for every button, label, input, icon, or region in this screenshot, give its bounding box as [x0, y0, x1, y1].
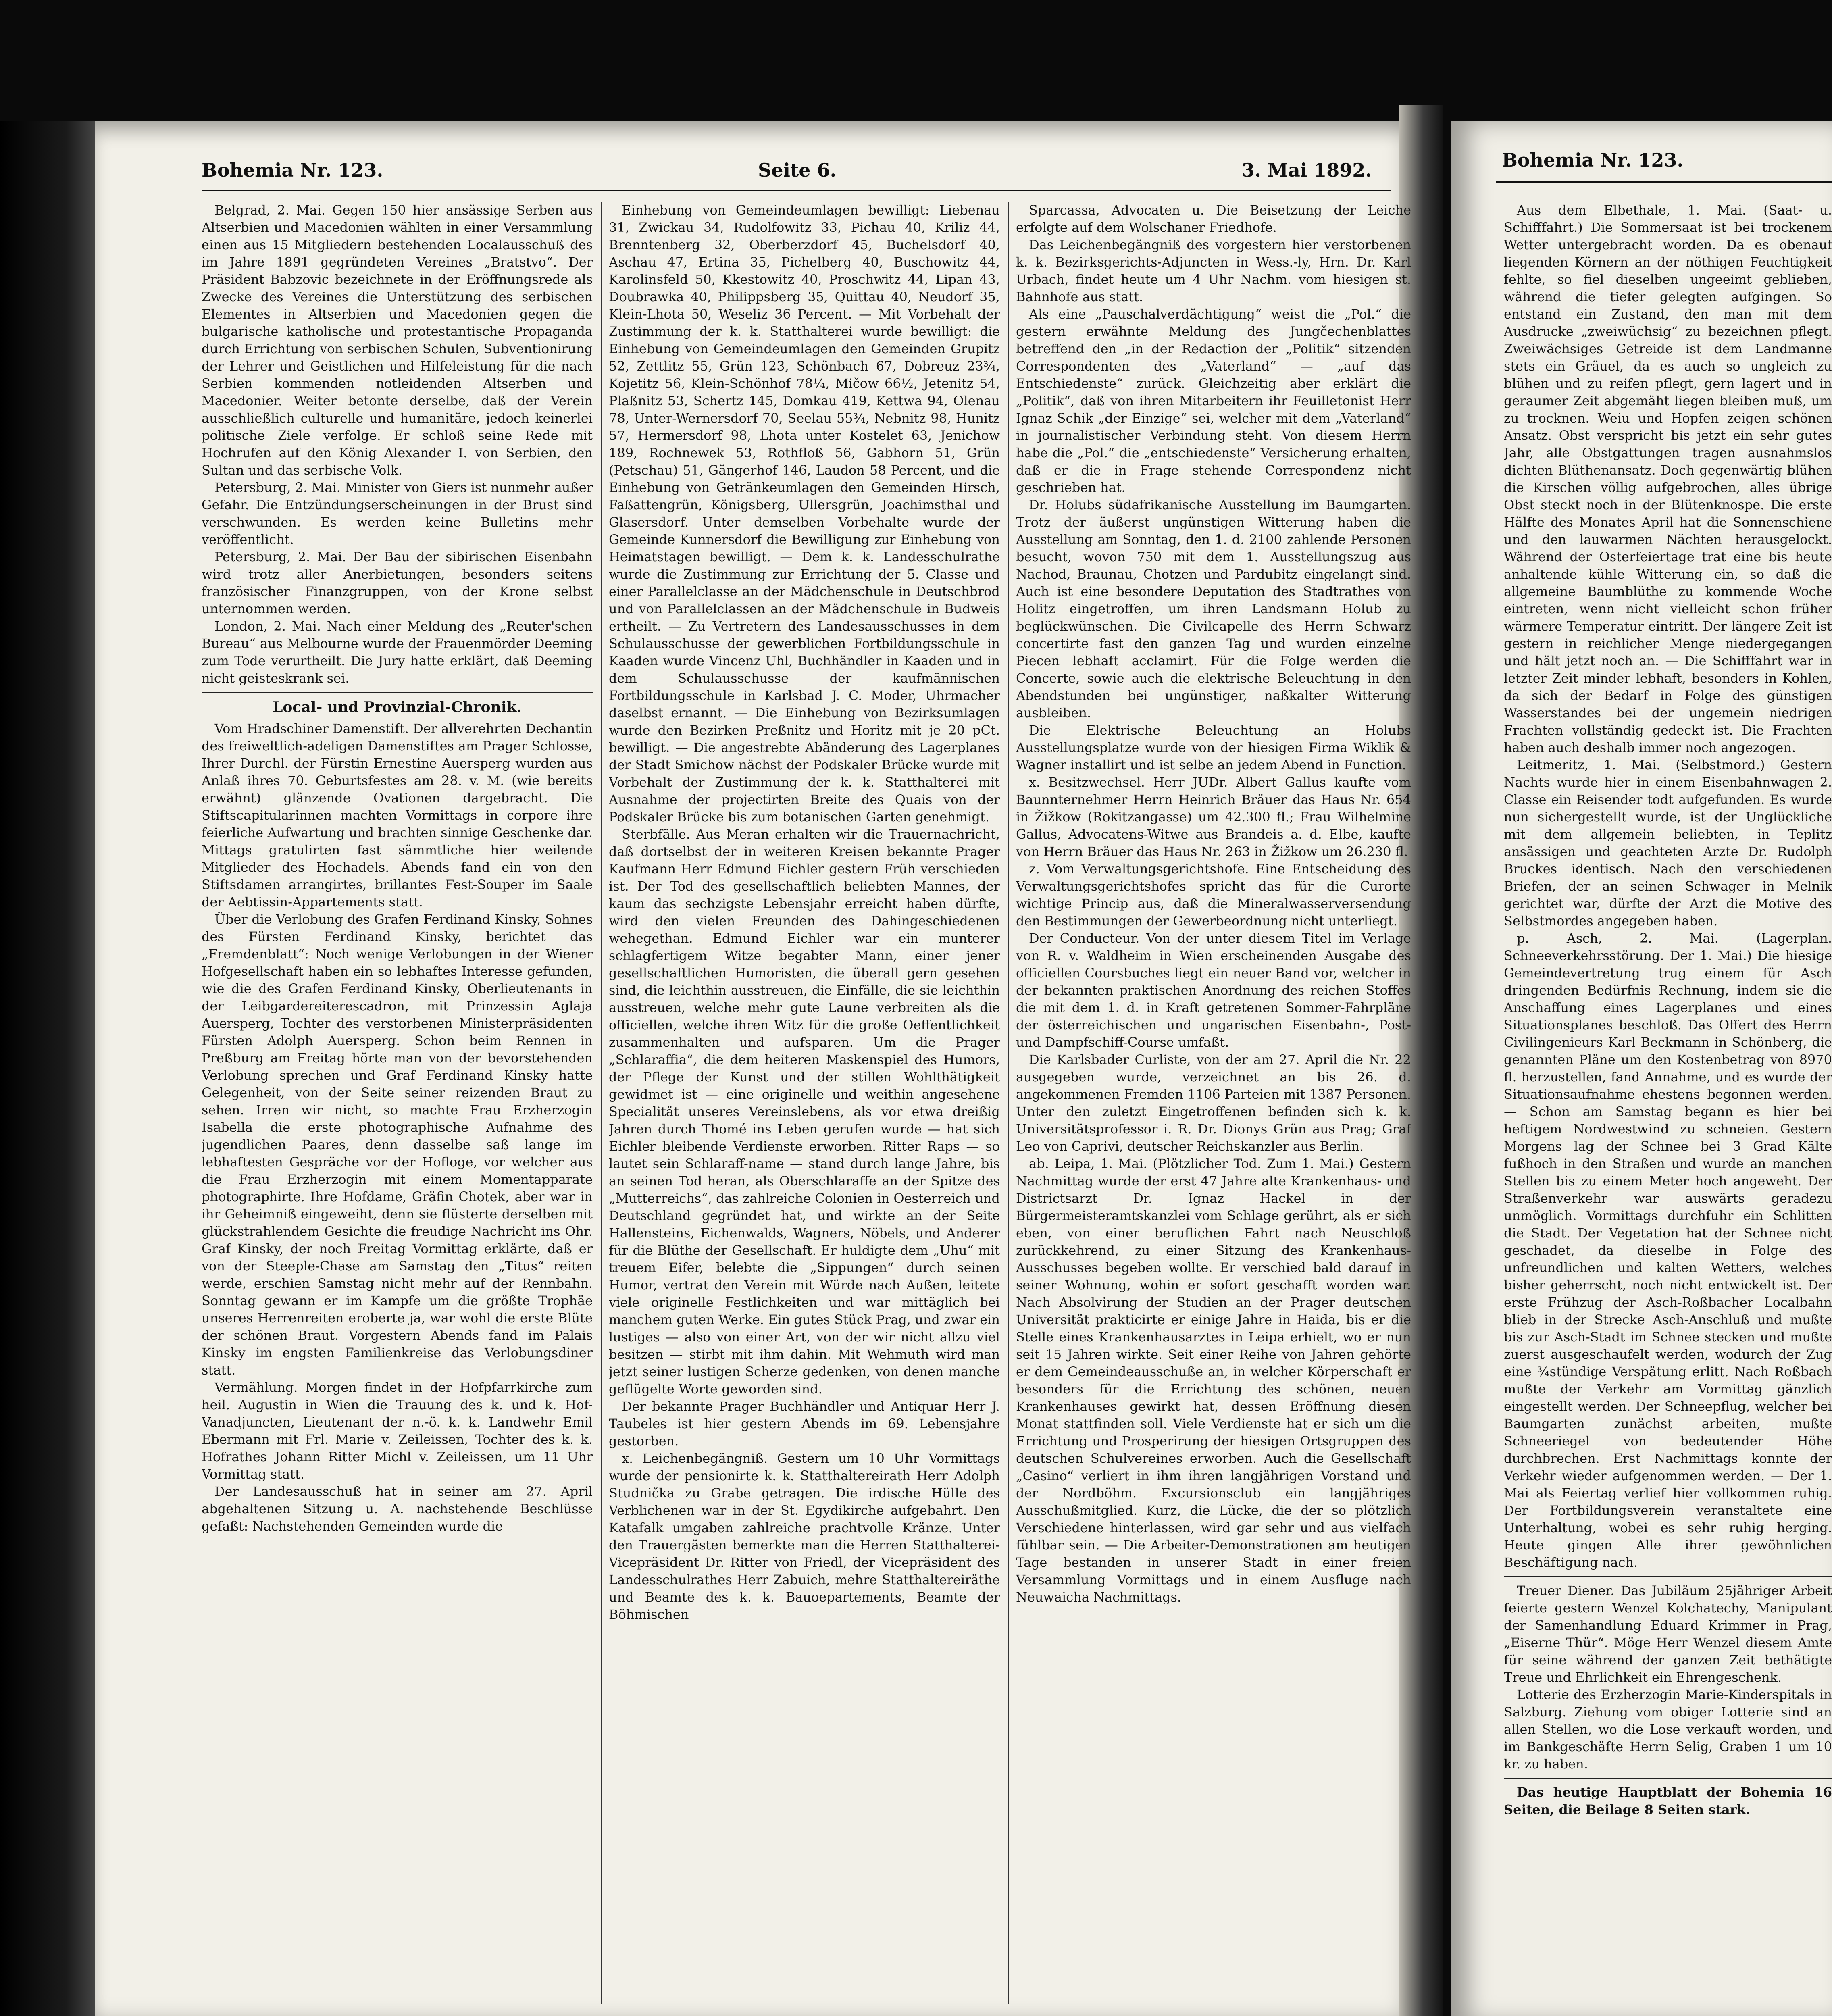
column-rule-2: [1008, 202, 1009, 2004]
article-damenstift: Vom Hradschiner Damenstift. Der allverehrten Dechantin des freiweltlich-adeligen Damenstiftes am Prager Schlosse, Ihrer Durchl. der Fürstin Ernestine Auersperg wurden aus Anlaß ihres 70. Geburtsfestes am 28. v. M. (wie bereits erwähnt) glänzende Ovationen dargebracht. Die Stiftscapitularinnen machten Vormittags in corpore ihre feierliche Aufwartung und brachten sinnige Geschenke dar. Mittags gratulirten fast sämmtliche hier weilende Mitglieder des Hochadels. Abends fand ein von den Stiftsdamen arrangirtes, brillantes Fest-Souper im Saale der Aebtissin-Appartements statt.: [202, 721, 593, 910]
footer-note: Das heutige Hauptblatt der Bohemia 16 Seiten, die Beilage 8 Seiten stark.: [1504, 1785, 1832, 1817]
article-taubeles: Der bekannte Prager Buchhändler und Antiquar Herr J. Taubeles ist hier gestern Abends im 69. Lebensjahre gestorben.: [609, 1399, 1000, 1449]
header-page-number: Seite 6.: [758, 159, 837, 181]
right-column: [1504, 202, 1832, 2008]
article-lotterie: Lotterie des Erzherzogin Marie-Kinderspitals in Salzburg. Ziehung vom obiger Lotterie sind an allen Stellen, wo die Lose verkauft worden, und im Bankgeschäfte Herrn Selig, Graben 1 um 10 kr. zu haben.: [1504, 1687, 1832, 1772]
article-asch: p. Asch, 2. Mai. (Lagerplan. Schneeverkehrsstörung. Der 1. Mai.) Die hiesige Gemeindevertretung trug einem für Asch dringenden Bedürfnis Rechnung, indem sie die Anschaffung eines Lagerplanes und eines Situationsplanes beschloß. Das Offert des Herrn Civilingenieurs Karl Beckmann in Schönberg, die genannten Pläne um den Kostenbetrag von 8970 fl. herzustellen, fand Annahme, und es wurde der Situationsaufnahme ehestens begonnen werden. — Schon am Samstag begann es hier bei heftigem Nordwestwind zu schneien. Gestern Morgens lag der Schnee bei 3 Grad Kälte fußhoch in den Straßen und wurde an manchen Stellen bis zu einem Meter hoch angeweht. Der Straßenverkehr war auswärts geradezu unmöglich. Vormittags durchfuhr ein Schlitten die Stadt. Der Vegetation hat der Schnee nicht geschadet, da dieselbe in Folge des unfreundlichen und kalten Wetters, welches bisher geherrscht, noch nicht entwickelt ist. Der erste Frühzug der Asch-Roßbacher Localbahn blieb in der Strecke Asch-Anschluß und mußte bis zur Asch-Stadt im Schnee stecken und mußte zuerst ausgeschaufelt werden, wodurch der Zug eine ¾stündige Verspätung erlitt. Nach Roßbach mußte der Verkehr am Vormittag gänzlich eingestellt werden. Der Schneepflug, welcher bei Baumgarten zunächst arbeiten, mußte Schneeriegel von bedeutender Höhe durchbrechen. Erst Nachmittags konnte der Verkehr wieder aufgenommen werden. — Der 1. Mai als Feiertag verlief hier vollkommen ruhig. Der Fortbildungsverein veranstaltete eine Unterhaltung, wobei es sehr ruhig herging. Heute gingen Alle ihrer gewöhnlichen Beschäftigung nach.: [1504, 931, 1832, 1570]
right-section-rule: [1504, 1576, 1832, 1577]
article-leichenbegaengnis-urbach: Das Leichenbegängniß des vorgestern hier verstorbenen k. k. Bezirksgerichts-Adjuncten in Wess.-ly, Hrn. Dr. Karl Urbach, findet heute um 4 Uhr Nachm. vom hiesigen st. Bahnhofe aus statt.: [1016, 237, 1411, 304]
article-leichenbegaengnis-studnicka: x. Leichenbegängniß. Gestern um 10 Uhr Vormittags wurde der pensionirte k. k. Statthaltereirath Herr Adolph Studnička zu Grabe getragen. Die irdische Hülle des Verblichenen war in der St. Egydikirche aufgebahrt. Den Katafalk umgaben zahlreiche prachtvolle Kränze. Unter den Trauergästen bemerkte man die Herren Statthalterei-Vicepräsident Dr. Ritter von Friedl, der Vicepräsident des Landesschulrathes Herr Zabuich, mehre Statthaltereiräthe und Beamte des k. k. Bauoepartements, Beamte der Böhmischen: [609, 1451, 1000, 1622]
article-leitmeritz: Leitmeritz, 1. Mai. (Selbstmord.) Gestern Nachts wurde hier in einem Eisenbahnwagen 2. Classe ein Reisender todt aufgefunden. Es wurde nun sichergestellt wurde, ist der Unglückliche mit dem allgemein beliebten, in Teplitz ansässigen und geachteten Arzte Dr. Rudolph Bruckes identisch. Nach den verschiedenen Briefen, der an seinen Schwager in Melnik gerichtet war, dürfte der Arzt die Motive des Selbstmordes angegeben haben.: [1504, 757, 1832, 929]
article-holub-ausstellung: Dr. Holubs südafrikanische Ausstellung im Baumgarten. Trotz der äußerst ungünstigen Witterung haben die Ausstellung am Sonntag, den 1. d. 2100 zahlende Personen besucht, wovon 750 mit dem 1. Ausstellungszug aus Nachod, Braunau, Chotzen und Pardubitz eingelangt sind. Auch ist eine besondere Deputation des Stadtrathes von Holitz eingetroffen, um ihren Landsmann Holub zu beglückwünschen. Die Civilcapelle des Herrn Schwarz concertirte fast den ganzen Tag und wurden einzelne Piecen lebhaft acclamirt. Für die Folge werden die Concerte, sowie auch die elektrische Beleuchtung in den Abendstunden bei ungünstiger, naßkalter Witterung ausbleiben.: [1016, 497, 1411, 721]
section-rule: [202, 692, 593, 693]
article-london: London, 2. Mai. Nach einer Meldung des „Reuter'schen Bureau“ aus Melbourne wurde der Frauenmörder Deeming zum Tode verurtheilt. Die Jury hatte erklärt, daß Deeming nicht geisteskrank sei.: [202, 619, 593, 686]
article-gemeindeumlagen: Einhebung von Gemeindeumlagen bewilligt: Liebenau 31, Zwickau 34, Rudolfowitz 33, Pichau 40, Kriliz 44, Brenntenberg 32, Oberberzdorf 45, Buchelsdorf 40, Aschau 47, Ertina 35, Pichelberg 40, Buschowitz 44, Karolinsfeld 50, Kkestowitz 40, Proschwitz 44, Lipan 43, Doubrawka 40, Philippsberg 35, Quittau 40, Neudorf 35, Klein-Lhota 50, Weseliz 36 Percent. — Mit Vorbehalt der Zustimmung der k. k. Statthalterei wurde bewilligt: die Einhebung von Gemeindeumlagen den Gemeinden Grupitz 52, Zettlitz 55, Grün 123, Schönbach 67, Dobreuz 23¾, Kojetitz 56, Klein-Schönhof 78¼, Mičow 66½, Jetenitz 54, Plaßnitz 53, Schertz 145, Domkau 419, Kettwa 94, Olenau 78, Unter-Wernersdorf 70, Seelau 55¾, Nebnitz 98, Hunitz 57, Hermersdorf 98, Lhota unter Kostelet 63, Jenichow 189, Rochnewek 53, Rothfloß 56, Gabhorn 51, Grün (Petschau) 51, Gängerhof 146, Laudon 58 Percent, und die Einhebung von Getränkeumlagen den Gemeinden Hirsch, Faßattengrün, Königsberg, Ullersgrün, Joachimsthal und Glasersdorf. Unter demselben Vorbehalte wurde der Gemeinde Kunnersdorf die Bewilligung zur Einhebung von Heimatstagen bewilligt. — Dem k. k. Landesschulrathe wurde die Zustimmung zur Errichtung der 5. Classe und einer Parallelclasse an der Mädchenschule in Deutschbrod und von Parallelclassen an der Mädchenschule in Budweis ertheilt. — Zu Vertretern des Landesausschusses in dem Schulausschusse der gewerblichen Fortbildungsschule in Kaaden wurde Vincenz Uhl, Buchhändler in Kaaden und in dem Schulausschusse der kaufmännischen Fortbildungsschule in Karlsbad J. C. Moder, Uhrmacher daselbst ernannt. — Die Einhebung von Bezirksumlagen wurde den Bezirken Preßnitz und Horitz mit je 20 pCt. bewilligt. — Die angestrebte Abänderung des Lagerplanes der Stadt Smichow nächst der Podskaler Brücke wurde mit Vorbehalt der Zustimmung der k. k. Statthalterei mit Ausnahme der projectirten Breite des Quais von der Podskaler Brücke bis zum botanischen Garten genehmigt.: [609, 202, 1000, 825]
header-date: 3. Mai 1892.: [1242, 159, 1372, 181]
article-petersburg-giers: Petersburg, 2. Mai. Minister von Giers ist nunmehr außer Gefahr. Die Entzündungserscheinungen in der Brust sind verschwunden. Es werden keine Bulletins mehr veröffentlicht.: [202, 480, 593, 547]
article-landesausschuss: Der Landesausschuß hat in seiner am 27. April abgehaltenen Sitzung u. A. nachstehende Beschlüsse gefaßt: Nachstehenden Gemeinden wurde die: [202, 1484, 593, 1534]
article-sterbfaelle: Sterbfälle. Aus Meran erhalten wir die Trauernachricht, daß dortselbst der in weiteren Kreisen bekannte Prager Kaufmann Herr Edmund Eichler gestern Früh verschieden ist. Der Tod des gesellschaftlich beliebten Mannes, der kaum das sechzigste Lebensjahr erreicht haben dürfte, wird den vielen Freunden des Dahingeschiedenen wehegethan. Edmund Eichler war ein munterer schlagfertigem Witze begabter Mann, einer jener gesellschaftlichen Humoristen, die überall gern gesehen sind, die leichthin ausstreuen, die Einfälle, die sie leichthin ausstreuen, welche mehr gute Laune verbreiten als die officiellen, welche ihren Witz für die große Oeffentlichkeit zusammenhalten und aufsparen. Um die Prager „Schlaraffia“, die dem heiteren Maskenspiel des Humors, der Pflege der Kunst und der stillen Wohlthätigkeit gewidmet ist — eine originelle und weithin angesehene Specialität unseres Vereinslebens, als vor etwa dreißig Jahren durch Thomé ins Leben gerufen wurde — hat sich Eichler bleibende Verdienste erworben. Ritter Raps — so lautet sein Schlaraff-name — stand durch lange Jahre, bis an seinen Tod heran, als Oberschlaraffe an der Spitze des „Mutterreichs“, das zahlreiche Colonien in Oesterreich und Deutschland gegründet hat, und wirkte an der Seite Hallensteins, Eichenwalds, Wagners, Nöbels, und Anderer für die Blüthe der Gesellschaft. Er huldigte dem „Uhu“ mit treuem Eifer, belebte die „Sippungen“ durch seinen Humor, vertrat den Verein mit Würde nach Außen, leitete viele originelle Festlichkeiten und war mittäglich bei manchem guten Werke. Ein gutes Stück Prag, und zwar ein lustiges — also von einer Art, von der wir nicht allzu viel besitzen — stirbt mit ihm dahin. Mit Wehmuth wird man jetzt seiner lustigen Scherze gedenken, von denen manche geflügelte Worte geworden sind.: [609, 827, 1000, 1397]
header-masthead-left: Bohemia Nr. 123.: [202, 159, 383, 181]
page-edge-shadow: [0, 121, 95, 2016]
article-belgrad: Belgrad, 2. Mai. Gegen 150 hier ansässige Serben aus Altserbien und Macedonien wählten in einer Versammlung einen aus 15 Mitgliedern bestehenden Localausschuß des im Jahre 1891 gegründeten Vereines „Bratstvo“. Der Präsident Babzovic bezeichnete in der Eröffnungsrede als Zwecke des Vereines die Unterstützung des serbischen Elementes in Altserbien und Macedonien gegen die bulgarische katholische und protestantische Propaganda durch Errichtung von serbischen Schulen, Subventionirung der Lehrer und Geistlichen und Hilfeleistung für die nach Serbien kommenden notleidenden Altserben und Macedonier. Weiter betonte derselbe, daß der Verein ausschließlich culturelle und humanitäre, jedoch keinerlei politische Ziele verfolge. Er schloß seine Rede mit Hochrufen auf den König Alexander I. von Serbien, den Sultan und das serbische Volk.: [202, 202, 593, 478]
right-header-masthead: Bohemia Nr. 123.: [1502, 149, 1684, 171]
article-karlsbader-curliste: Die Karlsbader Curliste, von der am 27. April die Nr. 22 ausgegeben wurde, verzeichnet an bis 26. d. angekommenen Fremden 1106 Parteien mit 1387 Personen. Unter den zuletzt Eingetroffenen befinden sich k. k. Universitätsprofessor i. R. Dr. Dionys Grün aus Prag; Graf Leo von Caprivi, deutscher Reichskanzler aus Berlin.: [1016, 1052, 1411, 1154]
article-elbethale: Aus dem Elbethale, 1. Mai. (Saat- u. Schifffahrt.) Die Sommersaat ist bei trockenem Wetter untergebracht worden. Da es obenauf liegenden Körnern an der nöthigen Feuchtigkeit fehlte, so fiel dieselben ungeeimt geblieben, während die tiefer gelegten aufgingen. So entstand ein Zustand, den man mit dem Ausdrucke „zweiwüchsig“ zu bezeichnen pflegt. Zweiwächsiges Getreide ist dem Landmanne stets ein Gräuel, da es auch so ungleich zu blühen und zu reifen pflegt, gern lagert und in geraumer Zeit abgemäht liegen bleiben muß, um zu trocknen. Weiu und Hopfen zeigen schönen Ansatz. Obst verspricht bis jetzt ein sehr gutes Jahr, alle Obstgattungen tragen ausnahmslos dichten Blüthenansatz. Doch gegenwärtig blühen die Kirschen völlig aufgebrochen, alles übrige Obst steckt noch in der Blütenknospe. Die erste Hälfte des Monates April hat die Sonnenschiene und den lauwarmen Nächten herausgelockt. Während der Osterfeiertage trat eine bis heute anhaltende kühle Witterung ein, so daß die allgemeine Baumblüthe zu kommende Woche eintreten, wenn nicht vielleicht schon früher wärmere Temperatur eintritt. Der längere Zeit ist gestern in reichlicher Menge niedergegangen und hält jetzt noch an. — Die Schifffahrt war in letzter Zeit minder lebhaft, besonders in Kohlen, da sich der Bedarf in Folge des günstigen Wasserstandes bei der ungemein niedrigen Frachten vollständig gedeckt ist. Die Frachten haben auch deshalb immer noch angezogen.: [1504, 202, 1832, 755]
article-conducteur: Der Conducteur. Von der unter diesem Titel im Verlage von R. v. Waldheim in Wien erscheinenden Ausgabe des officiellen Coursbuches liegt ein neuer Band vor, welcher in der bekannten praktischen Anordnung des reichen Stoffes die mit dem 1. d. in Kraft getretenen Sommer-Fahrpläne der österreichischen und ungarischen Eisenbahn-, Post- und Dampfschiff-Course umfaßt.: [1016, 931, 1411, 1050]
article-besitzwechsel: x. Besitzwechsel. Herr JUDr. Albert Gallus kaufte vom Baunnternehmer Herrn Heinrich Bräuer das Haus Nr. 654 in Žižkow (Rokitzangasse) um 42.300 fl.; Frau Wilhelmine Gallus, Advocatens-Witwe aus Brandeis a. d. Elbe, kaufte von Herrn Bräuer das Haus Nr. 263 in Žižkow um 26.230 fl.: [1016, 775, 1411, 859]
article-sparcassa: Sparcassa, Advocaten u. Die Beisetzung der Leiche erfolgte auf dem Wolschaner Friedhofe.: [1016, 202, 1411, 235]
article-pauschalverdaechtigung: Als eine „Pauschalverdächtigung“ weist die „Pol.“ die gestern erwähnte Meldung des Jungčechenblattes betreffend den „in der Redaction der „Politik“ sitzenden Correspondenten des „Vaterland“ — „auf das Entschiedenste“ zurück. Gleichzeitig aber erklärt die „Politik“, daß von ihren Mitarbeitern ihr Feuilletonist Herr Ignaz Schik „der Einzige“ sei, welcher mit dem „Vaterland“ in journalistischer Verbindung steht. Von diesem Herrn habe die „Pol.“ die „entschiedenste“ Versicherung erhalten, daß er die in Frage stehende Correspondenz nicht geschrieben hat.: [1016, 306, 1411, 495]
article-verwaltungsgerichtshof: z. Vom Verwaltungsgerichtshofe. Eine Entscheidung des Verwaltungsgerichtshofes spricht das für die Curorte wichtige Princip aus, daß die Mineralwasserversendung den Bestimmungen der Gewerbeordnung nicht unterliegt.: [1016, 861, 1411, 929]
article-petersburg-eisenbahn: Petersburg, 2. Mai. Der Bau der sibirischen Eisenbahn wird trotz aller Anerbietungen, besonders seitens französischer Finanzgruppen, von der Krone selbst unternommen werden.: [202, 549, 593, 616]
column-2: [609, 202, 1000, 2008]
article-vermaehlung: Vermählung. Morgen findet in der Hofpfarrkirche zum heil. Augustin in Wien die Trauung des k. und k. Hof-Vanadjuncten, Lieutenant der n.-ö. k. k. Landwehr Emil Ebermann mit Frl. Marie v. Zeileissen, Tochter des k. k. Hofrathes Johann Ritter Michl v. Zeileissen, um 11 Uhr Vormittag statt.: [202, 1380, 593, 1482]
article-elektrische-beleuchtung: Die Elektrische Beleuchtung an Holubs Ausstellungsplatze wurde von der hiesigen Firma Wiklik & Wagner installirt und ist selbe an jedem Abend in Function.: [1016, 723, 1411, 773]
section-heading-local-chronik: Local- und Provinzial-Chronik.: [273, 699, 522, 716]
article-treuer-diener: Treuer Diener. Das Jubiläum 25jähriger Arbeit feierte gestern Wenzel Kolchatechy, Manipulant der Samenhandlung Eduard Krimmer in Prag, „Eiserne Thür“. Möge Herr Wenzel diesem Amte für seine während der ganzen Zeit bethätigte Treue und Ehrlichkeit ein Ehrengeschenk.: [1504, 1583, 1832, 1685]
right-header-rule: [1496, 181, 1832, 183]
column-3: [1016, 202, 1411, 2008]
column-rule-1: [601, 202, 602, 2004]
article-verlobung-kinsky: Über die Verlobung des Grafen Ferdinand Kinsky, Sohnes des Fürsten Ferdinand Kinsky, berichtet das „Fremdenblatt“: Noch wenige Verlobungen in der Wiener Hofgesellschaft haben ein so lebhaftes Interesse gefunden, wie die des Grafen Ferdinand Kinsky, Oberlieutenants in der Leibgardereiterescadron, mit Prinzessin Aglaja Auersperg, Tochter des verstorbenen Ministerpräsidenten Fürsten Adolph Auersperg. Schon beim Rennen in Preßburg am Freitag hörte man von der bevorstehenden Verlobung sprechen und Graf Ferdinand Kinsky hatte Gelegenheit, von der Seite seiner reizenden Braut zu sehen. Irren wir nicht, so machte Frau Erzherzogin Isabella die erste photographische Aufnahme des jugendlichen Paares, denn dasselbe saß lange im lebhaftesten Gespräche vor der Hofloge, vor welcher aus die Frau Erzherzogin mit einem Momentapparate photographirte. Ihre Hofdame, Gräfin Chotek, aber war in ihr Geheimniß eingeweiht, denn sie flüsterte derselben mit glückstrahlendem Gesichte die freudige Nachricht ins Ohr. Graf Kinsky, der noch Freitag Vormittag erklärte, daß er von der Steeple-Chase am Samstag den „Titus“ reiten werde, erschien Samstag nicht mehr auf der Rennbahn. Sonntag gewann er im Kampfe um die größte Trophäe unseres Herrenreiten eroberte ja, war wohl die erste Blüte der schönen Braut. Vorgestern Abends fand im Palais Kinsky im engsten Familienkreise das Verlobungsdiner statt.: [202, 912, 593, 1378]
right-footer-rule: [1504, 1778, 1832, 1779]
column-1: [202, 202, 593, 2008]
article-leipa: ab. Leipa, 1. Mai. (Plötzlicher Tod. Zum 1. Mai.) Gestern Nachmittag wurde der erst 47 Jahre alte Krankenhaus- und Districtsarzt Dr. Ignaz Hackel in der Bürgermeisteramtskanzlei vom Schlage gerührt, als er sich eben, von einer beruflichen Fahrt nach Neuschloß zurückkehrend, zu einer Sitzung des Krankenhaus-Ausschusses begeben wollte. Er verschied bald darauf in seiner Wohnung, wohin er sofort geschafft worden war. Nach Absolvirung der Studien an der Prager deutschen Universität prakticirte er einige Jahre in Haida, bis er die Stelle eines Krankenhausarztes in Leipa erhielt, wo er nun seit 15 Jahren wirkte. Seit einer Reihe von Jahren gehörte er dem Gemeindeausschuße an, in welcher Körperschaft er besonders für die Errichtung des schönen, neuen Krankenhauses gewirkt hat, dessen Eröffnung diesen Monat stattfinden soll. Viele Verdienste hat er sich um die Errichtung und Prosperirung der hiesigen Ortsgruppen des deutschen Schulvereines erworben. Auch die Gesellschaft „Casino“ verliert in ihm ihren langjährigen Vorstand und der Nordböhm. Excursionsclub ein langjähriges Ausschußmitglied. Kurz, die Lücke, die der so plötzlich Verschiedene hinterlassen, wird gar sehr und aus vielfach fühlbar sein. — Die Arbeiter-Demonstrationen am heutigen Tage bestanden in unserer Stadt in einer freien Versammlung Vormittags und in einem Ausfluge nach Neuwaicha Nachmittags.: [1016, 1156, 1411, 1605]
header-rule: [202, 190, 1391, 191]
